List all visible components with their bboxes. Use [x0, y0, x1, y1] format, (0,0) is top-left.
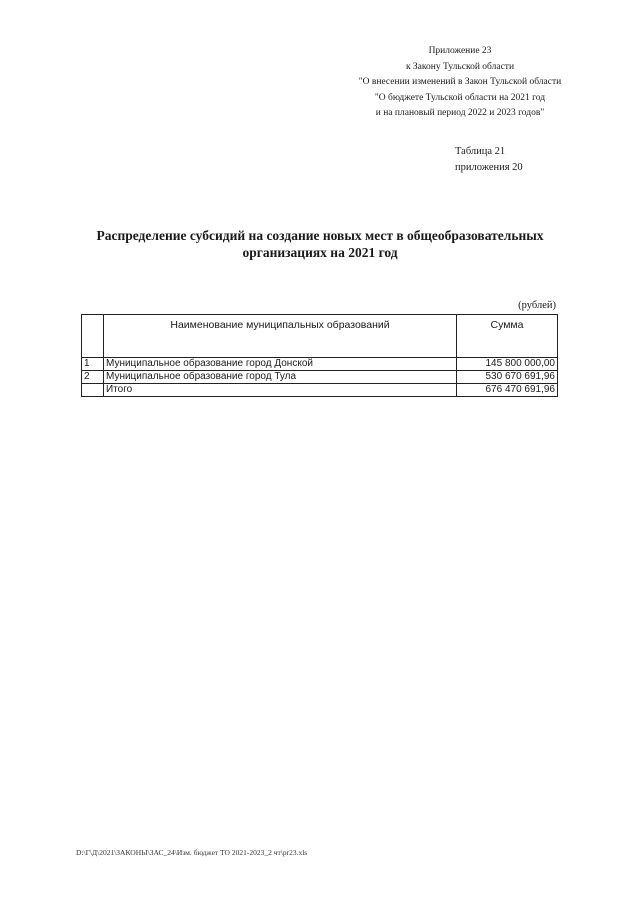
table-total-row — [82, 384, 558, 397]
title-line: организациях на 2021 год — [242, 245, 398, 260]
table-number: Таблица 21 — [455, 146, 506, 157]
row-name: Итого — [104, 384, 457, 397]
table-header-row — [82, 315, 558, 358]
row-number: 2 — [82, 371, 104, 384]
row-name: Муниципальное образование город Тула — [104, 371, 457, 384]
table-row — [82, 371, 558, 384]
appendix-line: "О бюджете Тульской области на 2021 год — [374, 92, 546, 103]
table-row — [82, 358, 558, 371]
appendix-line: и на плановый период 2022 и 2023 годов" — [375, 108, 545, 118]
row-sum: 145 800 000,00 — [457, 358, 558, 371]
appendix-line: к Закону Тульской области — [405, 61, 515, 72]
page-title — [90, 227, 550, 261]
file-path-footer: D:\Г\Д\2021\ЗАКОНЫ\ЗАС_24\Изм. бюджет ТО 2021-2023_2 чт\pr23.xls — [76, 848, 308, 857]
row-name: Муниципальное образование город Донской — [104, 358, 457, 371]
row-number — [82, 384, 104, 397]
table-reference — [455, 144, 535, 176]
row-sum: 676 470 691,96 — [457, 384, 558, 397]
row-number: 1 — [82, 358, 104, 371]
subsidy-table — [81, 314, 558, 397]
column-header-number — [82, 315, 104, 358]
column-header-name: Наименование муниципальных образований — [104, 315, 457, 358]
appendix-line: Приложение 23 — [428, 46, 492, 56]
title-line: Распределение субсидий на создание новых мест в общеобразовательных — [96, 228, 544, 243]
unit-label: (рублей) — [518, 300, 556, 311]
table-appendix: приложения 20 — [455, 162, 523, 173]
column-header-sum: Сумма — [457, 315, 558, 358]
appendix-line: "О внесении изменений в Закон Тульской области — [358, 77, 562, 87]
row-sum: 530 670 691,96 — [457, 371, 558, 384]
appendix-header — [330, 44, 590, 122]
